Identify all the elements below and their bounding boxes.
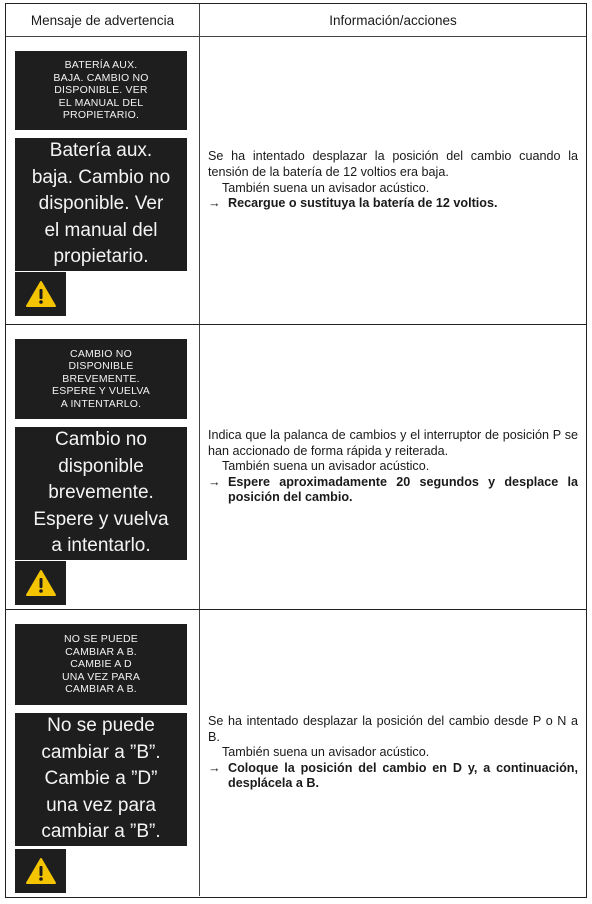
display-message-large: No se puede cambiar a ”B”. Cambie a ”D” una vez para cambiar a ”B”. [15, 713, 187, 846]
display-message-small: NO SE PUEDE CAMBIAR A B. CAMBIE A D UNA VEZ PARA CAMBIAR A B. [15, 624, 187, 705]
arrow-icon: → [208, 760, 221, 775]
message-cell [6, 610, 200, 896]
warning-triangle-icon [25, 569, 57, 597]
table-row [6, 610, 586, 896]
info-block [200, 714, 586, 792]
header-info-actions: Información/acciones [329, 12, 457, 28]
info-text: Se ha intentado desplazar la posición del cambio desde P o N a B. [208, 714, 578, 744]
action-line [208, 196, 578, 212]
info-block [200, 149, 586, 211]
info-cell [200, 325, 586, 609]
info-cell [200, 610, 586, 896]
warning-message-table [5, 3, 587, 898]
display-message-large: Cambio no disponible brevemente. Espere y vuelva a intentarlo. [15, 427, 187, 560]
info-text: Se ha intentado desplazar la posición del cambio cuando la tensión de la batería de 12 voltios era baja. [208, 149, 578, 179]
info-block [200, 428, 586, 506]
action-line [208, 475, 578, 506]
buzzer-note: También suena un avisador acústico. [222, 180, 430, 195]
header-warning-message: Mensaje de advertencia [6, 4, 200, 36]
table-header [6, 4, 586, 37]
info-text: Indica que la palanca de cambios y el interruptor de posición P se han accionado de forma rápida y reiterada. [208, 428, 578, 458]
action-line [208, 761, 578, 792]
action-text: Coloque la posición del cambio en D y, a continuación, desplácela a B. [228, 760, 578, 791]
arrow-icon: → [208, 196, 221, 211]
buzzer-note: También suena un avisador acústico. [222, 745, 430, 760]
warning-triangle-icon [25, 857, 57, 885]
warning-icon-box [15, 561, 66, 605]
message-cell [6, 325, 200, 609]
display-message-small: CAMBIO NO DISPONIBLE BREVEMENTE. ESPERE Y VUELVA A INTENTARLO. [15, 339, 187, 419]
display-message-small: BATERÍA AUX. BAJA. CAMBIO NO DISPONIBLE. VER EL MANUAL DEL PROPIETARIO. [15, 51, 187, 130]
warning-icon-box [15, 849, 66, 893]
buzzer-note: También suena un avisador acústico. [222, 459, 430, 474]
info-cell [200, 37, 586, 324]
arrow-icon: → [208, 474, 221, 489]
action-text: Recargue o sustituya la batería de 12 voltios. [228, 196, 498, 211]
warning-icon-box [15, 272, 66, 316]
action-text: Espere aproximadamente 20 segundos y desplace la posición del cambio. [228, 474, 578, 505]
table-row [6, 37, 586, 325]
message-cell [6, 37, 200, 324]
table-row [6, 325, 586, 610]
warning-triangle-icon [25, 280, 57, 308]
display-message-large: Batería aux. baja. Cambio no disponible. Ver el manual del propietario. [15, 138, 187, 271]
